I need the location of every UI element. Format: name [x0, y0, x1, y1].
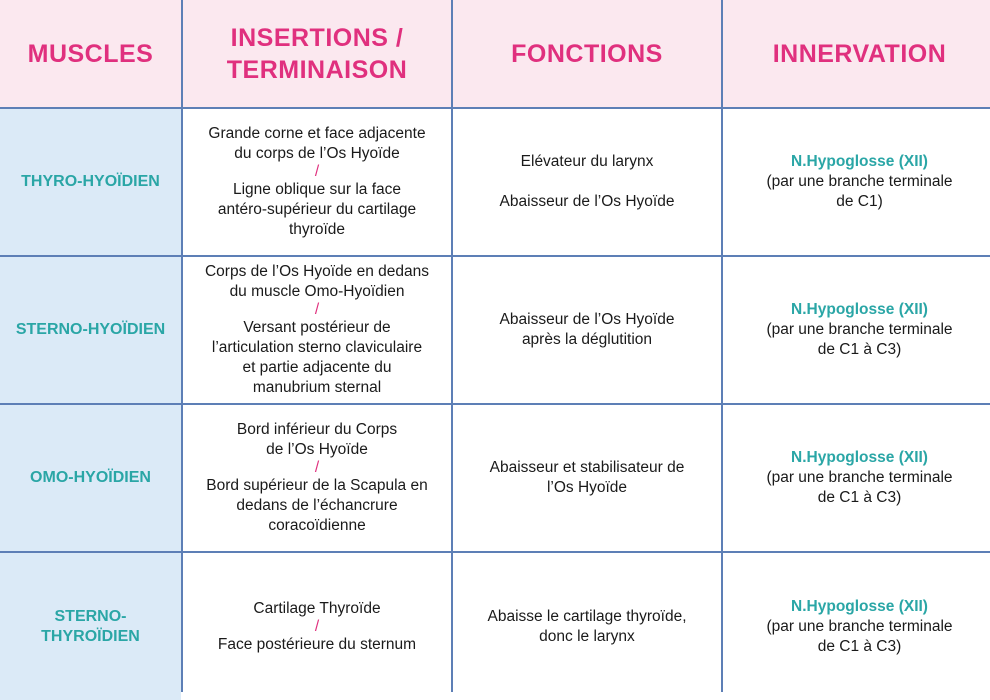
nerve-detail: (par une branche terminale: [766, 469, 953, 486]
insertion-separator: /: [314, 163, 320, 180]
innervation-cell: [723, 257, 990, 403]
muscle-name-cell: [0, 405, 181, 551]
header-insertions-line1: INSERTIONS /: [230, 23, 404, 52]
header-fonctions: [453, 0, 721, 107]
nerve-detail: (par une branche terminale: [766, 321, 953, 338]
insertion-separator: /: [314, 459, 320, 476]
nerve-detail: de C1 à C3): [817, 637, 902, 655]
innervation-cell: [723, 109, 990, 255]
insertion-separator: /: [314, 617, 320, 635]
header-innervation-label: INNERVATION: [772, 39, 947, 68]
nerve-detail: de C1 à C3): [817, 341, 902, 358]
fonction-line: l’Os Hyoïde: [546, 479, 628, 496]
fonction-line: Elévateur du larynx: [520, 153, 654, 170]
nerve-name: N.Hypoglosse (XII): [791, 449, 928, 466]
innervation-cell: [723, 553, 990, 700]
fonction-cell: [453, 257, 721, 403]
header-muscles-label: MUSCLES: [27, 39, 154, 68]
muscle-name-cell: [0, 257, 181, 403]
insertion-line: Cartilage Thyroïde: [253, 599, 381, 617]
nerve-detail: de C1): [836, 193, 883, 210]
insertion-cell: [183, 553, 451, 700]
insertion-line: coracoïdienne: [268, 517, 366, 534]
insertion-line: Face postérieure du sternum: [217, 635, 417, 653]
insertion-line: manubrium sternal: [252, 379, 382, 396]
fonction-line: Abaisse le cartilage thyroïde,: [487, 607, 687, 625]
nerve-name: N.Hypoglosse (XII): [791, 301, 928, 318]
insertion-line: du muscle Omo-Hyoïdien: [229, 283, 405, 300]
insertion-cell: [183, 109, 451, 255]
insertion-line: Bord supérieur de la Scapula en: [206, 477, 428, 494]
muscle-name: STERNO-HYOÏDIEN: [15, 321, 166, 338]
insertion-line: Bord inférieur du Corps: [236, 421, 398, 438]
insertion-line: et partie adjacente du: [242, 359, 392, 376]
nerve-name: N.Hypoglosse (XII): [791, 597, 928, 615]
fonction-line: Abaisseur de l’Os Hyoïde: [499, 193, 675, 210]
fonction-line: donc le larynx: [539, 627, 635, 645]
insertion-line: l’articulation sterno claviculaire: [211, 339, 423, 356]
insertion-cell: [183, 257, 451, 403]
header-fonctions-label: FONCTIONS: [511, 39, 663, 68]
insertion-cell: [183, 405, 451, 551]
insertion-line: dedans de l’échancrure: [236, 497, 398, 514]
fonction-cell: [453, 405, 721, 551]
muscle-name: THYRO-HYOÏDIEN: [21, 173, 160, 190]
insertion-line: thyroïde: [288, 221, 345, 238]
header-insertions: [183, 0, 451, 107]
insertion-line: Versant postérieur de: [243, 319, 391, 336]
muscle-name: OMO-HYOÏDIEN: [30, 469, 151, 486]
nerve-detail: (par une branche terminale: [766, 173, 953, 190]
fonction-cell: [453, 109, 721, 255]
fonction-line: Abaisseur et stabilisateur de: [489, 459, 685, 476]
fonction-line: Abaisseur de l’Os Hyoïde: [499, 311, 675, 328]
fonction-line: après la déglutition: [521, 331, 653, 348]
insertion-separator: /: [314, 301, 320, 318]
fonction-cell: [453, 553, 721, 700]
nerve-detail: de C1 à C3): [817, 489, 902, 506]
insertion-line: de l’Os Hyoïde: [266, 441, 368, 458]
muscle-name: STERNO-THYROÏDIEN: [41, 607, 140, 645]
innervation-cell: [723, 405, 990, 551]
header-innervation: [723, 0, 990, 107]
nerve-detail: (par une branche terminale: [766, 617, 953, 635]
insertion-line: Grande corne et face adjacente: [208, 125, 426, 142]
insertion-line: Ligne oblique sur la face: [232, 181, 402, 198]
insertion-line: du corps de l’Os Hyoïde: [234, 145, 400, 162]
muscle-name-cell: [0, 109, 181, 255]
header-insertions-line2: TERMINAISON: [226, 55, 408, 84]
insertion-line: antéro-supérieur du cartilage: [217, 201, 417, 218]
nerve-name: N.Hypoglosse (XII): [791, 153, 928, 170]
insertion-line: Corps de l’Os Hyoïde en dedans: [204, 263, 430, 280]
header-muscles: [0, 0, 181, 107]
muscle-name-cell: [0, 553, 181, 700]
